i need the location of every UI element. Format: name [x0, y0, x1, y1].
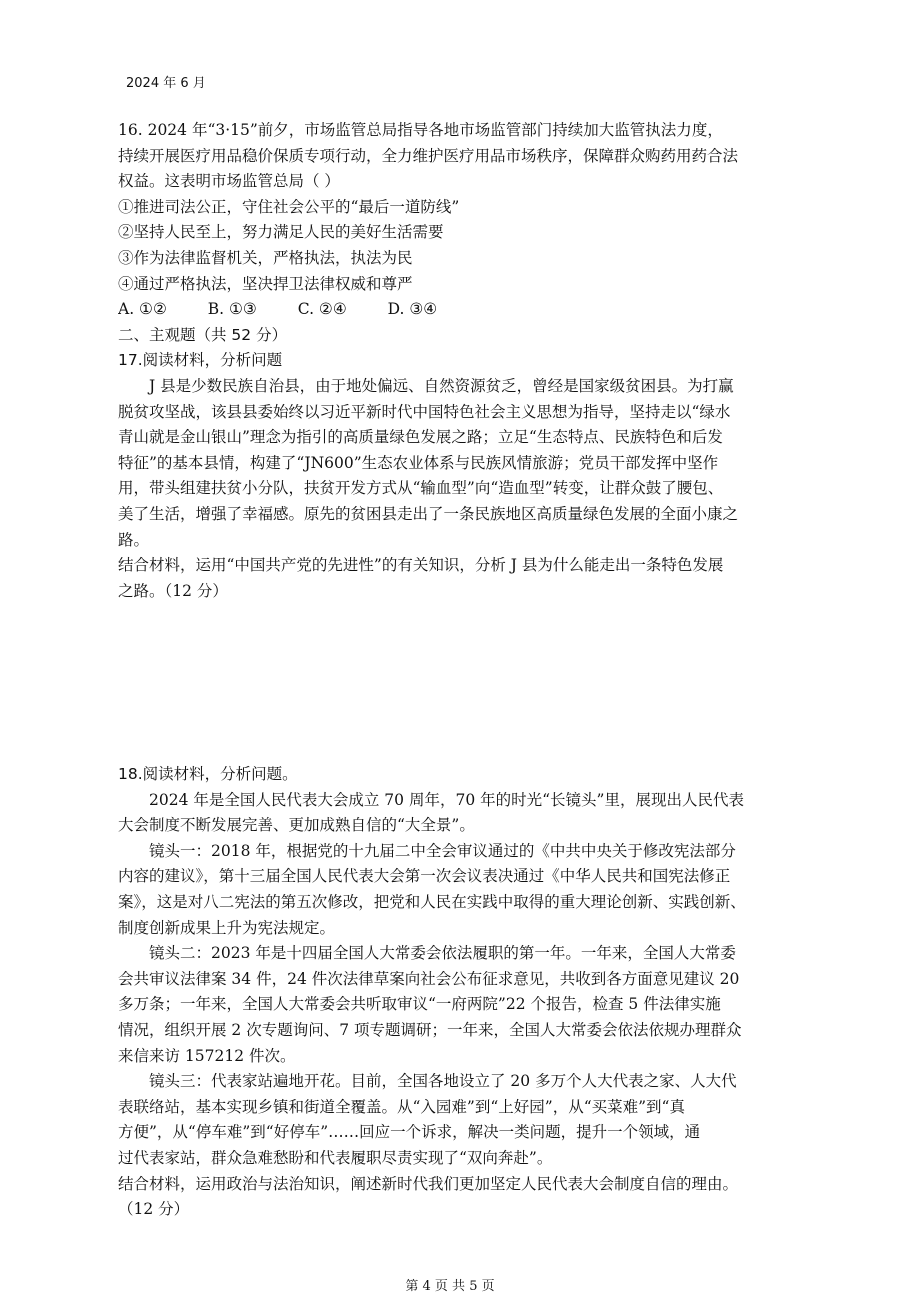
q16-choice: ④通过严格执法，坚决捍卫法律权威和尊严: [118, 274, 413, 293]
q18-shot1-line: 内容的建议》，第十三届全国人民代表大会第一次会议表决通过《中华人民共和国宪法修正: [118, 867, 731, 886]
q17-material-line: 路。: [118, 530, 150, 549]
q16-choice: ②坚持人民至上，努力满足人民的美好生活需要: [118, 223, 444, 242]
q18-shot2-line: 镜头二：2023 年是十四届全国人大常委会依法履职的第一年。一年来，全国人大常委: [149, 944, 736, 963]
q18-shot3-line: 方便”，从“停车难”到“好停车”……回应一个诉求，解决一类问题，提升一个领域，通: [118, 1123, 701, 1142]
q18-shot2-line: 来信来访 157212 件次。: [118, 1046, 296, 1065]
q18-shot2-line: 多万条；一年来，全国人大常委会共听取审议“一府两院”22 个报告，检查 5 件法律实施: [118, 995, 721, 1014]
q16-option-d: D. ③④: [387, 300, 438, 319]
q18-intro-line: 2024 年是全国人民代表大会成立 70 周年，70 年的时光“长镜头”里，展现出人民代表: [149, 790, 744, 809]
q18-intro-line: 大会制度不断发展完善、更加成熟自信的“大全景”。: [118, 816, 475, 835]
q16-option-a: A. ①②: [118, 300, 167, 319]
q16-choice: ③作为法律监督机关，严格执法，执法为民: [118, 248, 413, 267]
q17-material-line: 脱贫攻坚战，该县县委始终以习近平新时代中国特色社会主义思想为指导，坚持走以“绿水: [118, 402, 731, 421]
header-date: 2024 年 6 月: [126, 76, 206, 91]
q16-option-c: C. ②④: [297, 300, 347, 319]
q18-shot2-line: 情况，组织开展 2 次专题询问、7 项专题调研；一年来，全国人大常委会依法依规办理群众: [118, 1020, 742, 1039]
q17-question-line: 之路。（12 分）: [118, 581, 228, 600]
q18-title: 18.阅读材料，分析问题。: [118, 765, 298, 783]
q18-shot1-line: 制度创新成果上升为宪法规定。: [118, 918, 336, 937]
q16-options: [118, 297, 808, 323]
q18-shot2-line: 会共审议法律案 34 件，24 件次法律草案向社会公布征求意见，共收到各方面意见建议 20: [118, 969, 740, 988]
section-title: 二、主观题（共 52 分）: [118, 325, 288, 344]
q18-shot3-line: 镜头三：代表家站遍地开花。目前，全国各地设立了 20 多万个人大代表之家、人大代: [149, 1072, 737, 1091]
page-footer: 第 4 页 共 5 页: [405, 1279, 495, 1294]
question-16: [118, 118, 808, 604]
q16-line: 持续开展医疗用品稳价保质专项行动，全力维护医疗用品市场秩序，保障群众购药用药合法: [118, 146, 739, 165]
q17-material-line: 特征”的基本县情，构建了“JN600”生态农业体系与民族风情旅游；党员干部发挥中坚作: [118, 453, 719, 472]
q17-material-line: 用，带头组建扶贫小分队，扶贫开发方式从“输血型”向“造血型”转变，让群众鼓了腰包、: [118, 479, 724, 498]
q18-question-line: 结合材料，运用政治与法治知识，阐述新时代我们更加坚定人民代表大会制度自信的理由。: [118, 1174, 739, 1193]
q17-material-line: 青山就是金山银山”理念为指引的高质量绿色发展之路；立足“生态特点、民族特色和后发: [118, 428, 723, 447]
q17-question-line: 结合材料，运用“中国共产党的先进性”的有关知识，分析 J 县为什么能走出一条特色发展: [118, 556, 724, 575]
q16-line: 16. 2024 年“3·15”前夕，市场监管总局指导各地市场监管部门持续加大监管执法力度，: [118, 121, 723, 139]
q18-shot3-line: 表联络站，基本实现乡镇和街道全覆盖。从“入园难”到“上好园”，从“买菜难”到“真: [118, 1097, 685, 1116]
q16-choice: ①推进司法公正，守住社会公平的“最后一道防线”: [118, 197, 460, 216]
q17-material-line: 美了生活，增强了幸福感。原先的贫困县走出了一条民族地区高质量绿色发展的全面小康之: [118, 504, 739, 523]
q18-shot1-line: 镜头一：2018 年，根据党的十九届二中全会审议通过的《中共中央关于修改宪法部分: [149, 841, 736, 860]
q17-material-line: J 县是少数民族自治县，由于地处偏远、自然资源贫乏，曾经是国家级贫困县。为打赢: [149, 376, 734, 395]
question-18: [118, 762, 808, 1223]
q18-question-line: （12 分）: [118, 1200, 190, 1219]
q18-shot3-line: 过代表家站，群众急难愁盼和代表履职尽责实现了“双向奔赴”。: [118, 1148, 553, 1167]
q17-title: 17.阅读材料，分析问题: [118, 351, 283, 370]
q16-option-b: B. ①③: [207, 300, 257, 319]
q16-line: 权益。这表明市场监管总局（ ）: [118, 172, 340, 191]
q18-shot1-line: 案》，这是对八二宪法的第五次修改，把党和人民在实践中取得的重大理论创新、实践创新、: [118, 892, 746, 911]
